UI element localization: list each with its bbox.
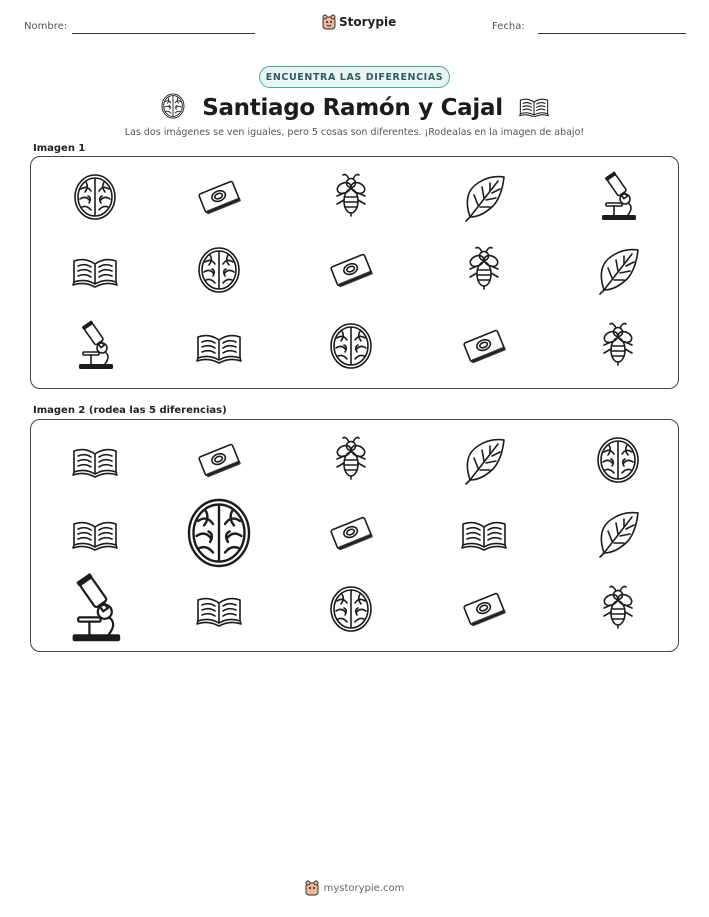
bee-icon [583,574,653,644]
image1-cell [60,162,130,232]
image2-cell[interactable] [60,425,130,495]
instructions: Las dos imágenes se ven iguales, pero 5 cosas son diferentes. ¡Rodealas en la imagen de abajo! [124,127,585,138]
image1-cell [60,235,130,305]
slide-icon [316,235,386,305]
image2-cell[interactable] [184,574,254,644]
microscope-icon [60,311,130,381]
leaf-icon [583,498,653,568]
bee-icon [316,425,386,495]
bee-icon [583,311,653,381]
footer-url[interactable]: mystorypie.com [323,882,405,894]
title-row [0,90,709,126]
image1-cell [583,311,653,381]
book-icon [519,95,549,121]
storypie-mascot-icon [305,880,319,896]
footer [0,880,709,896]
brain-icon [60,162,130,232]
brand-logo [322,14,396,30]
image2-cell[interactable] [583,498,653,568]
image2-cell[interactable] [316,425,386,495]
microscope-icon [60,574,130,644]
image2-cell[interactable] [184,425,254,495]
image2-cell[interactable] [316,498,386,568]
image1-cell [449,311,519,381]
brain-icon [316,311,386,381]
image1-cell [583,235,653,305]
slide-icon [449,311,519,381]
image2-cell[interactable] [583,574,653,644]
image2-cell[interactable] [583,425,653,495]
brain-icon [184,498,254,568]
book-icon [60,425,130,495]
image2-cell[interactable] [60,574,130,644]
image2-cell[interactable] [449,498,519,568]
image1-cell [184,311,254,381]
leaf-icon [449,425,519,495]
image2-cell[interactable] [184,498,254,568]
brain-icon [316,574,386,644]
storypie-mascot-icon [322,14,336,30]
name-field[interactable] [72,33,255,34]
microscope-icon [583,162,653,232]
brain-icon [160,93,186,123]
bee-icon [316,162,386,232]
brain-icon [583,425,653,495]
image1-cell [316,162,386,232]
book-icon [184,311,254,381]
book-icon [60,235,130,305]
image1-cell [316,311,386,381]
image2-label: Imagen 2 (rodea las 5 diferencias) [33,405,227,416]
bee-icon [449,235,519,305]
brain-icon [184,235,254,305]
page-title: Santiago Ramón y Cajal [202,95,503,121]
image1-cell [449,235,519,305]
image1-cell [449,162,519,232]
slide-icon [316,498,386,568]
slide-icon [184,425,254,495]
image1-cell [60,311,130,381]
book-icon [449,498,519,568]
slide-icon [184,162,254,232]
image1-panel [30,156,679,389]
image2-cell[interactable] [449,574,519,644]
activity-badge: ENCUENTRA LAS DIFERENCIAS [259,66,450,88]
brand-name: Storypie [339,15,397,29]
image2-cell[interactable] [60,498,130,568]
image1-cell [184,162,254,232]
date-field[interactable] [538,33,686,34]
leaf-icon [449,162,519,232]
image1-cell [583,162,653,232]
image1-cell [184,235,254,305]
image2-panel[interactable] [30,419,679,652]
image1-label: Imagen 1 [33,143,86,154]
image2-cell[interactable] [449,425,519,495]
image2-cell[interactable] [316,574,386,644]
leaf-icon [583,235,653,305]
date-label: Fecha: [492,21,525,32]
slide-icon [449,574,519,644]
image1-cell [316,235,386,305]
name-label: Nombre: [24,21,68,32]
book-icon [184,574,254,644]
book-icon [60,498,130,568]
